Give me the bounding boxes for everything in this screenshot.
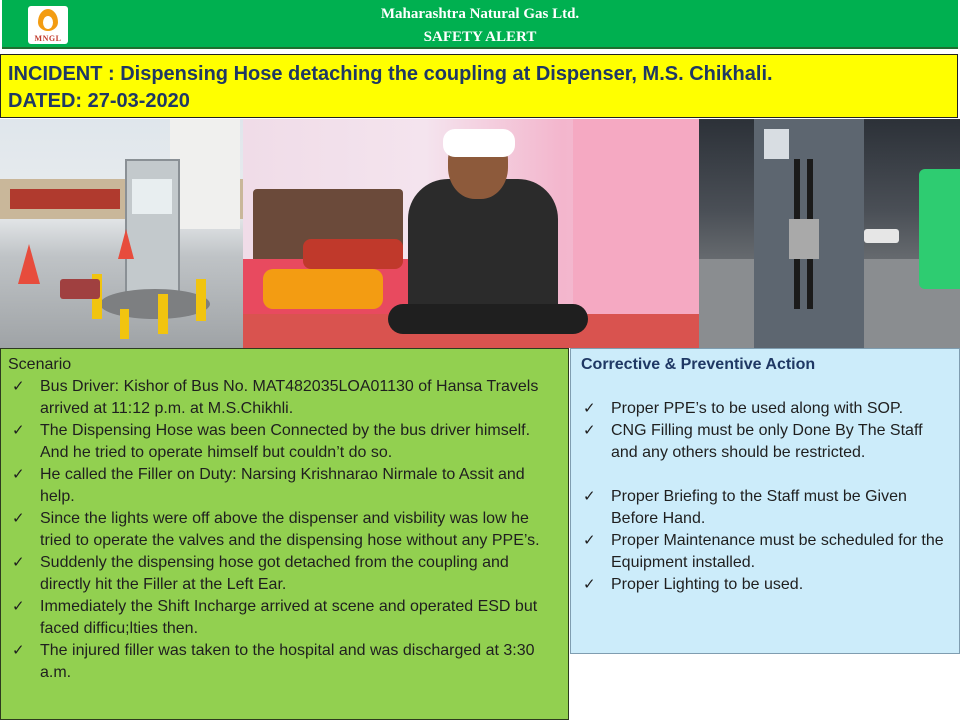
- list-item: ✓ CNG Filling must be only Done By The Staff and any others should be restricted.: [583, 422, 923, 461]
- list-item: ✓ Proper Maintenance must be scheduled for the Equipment installed.: [583, 532, 944, 571]
- checkmark-icon: ✓: [12, 466, 25, 483]
- checkmark-icon: ✓: [12, 642, 25, 659]
- checkmark-icon: ✓: [583, 576, 596, 593]
- checkmark-icon: ✓: [12, 422, 25, 439]
- checkmark-icon: ✓: [583, 532, 596, 549]
- list-item: ✓ Proper Briefing to the Staff must be Given Before Hand.: [583, 488, 907, 527]
- list-item: ✓ Suddenly the dispensing hose got detached from the coupling and directly hit the Filler at the Left Ear.: [12, 554, 509, 593]
- list-item: ✓ He called the Filler on Duty: Narsing Krishnarao Nirmale to Assit and help.: [12, 466, 525, 505]
- alert-title: SAFETY ALERT: [423, 29, 537, 45]
- checkmark-icon: ✓: [12, 378, 25, 395]
- list-item: ✓ Proper Lighting to be used.: [581, 574, 951, 596]
- action-list: [581, 398, 951, 464]
- incident-date: DATED: 27-03-2020: [8, 90, 190, 112]
- checkmark-icon: ✓: [12, 554, 25, 571]
- scenario-box: [0, 348, 569, 720]
- company-name: Maharashtra Natural Gas Ltd.: [380, 6, 580, 22]
- injured-filler-photo: [243, 119, 699, 348]
- list-item: ✓ Proper PPE’s to be used along with SOP.: [581, 398, 951, 420]
- logo-text: MNGL: [34, 34, 62, 43]
- list-item: ✓ Immediately the Shift Incharge arrived at scene and operated ESD but faced difficu;lties then.: [12, 598, 538, 637]
- checkmark-icon: ✓: [583, 488, 596, 505]
- scenario-title: Scenario: [8, 356, 72, 373]
- list-item: ✓ Since the lights were off above the dispenser and visbility was low he tried to operate the valves and the dispensing hose without any PPE’s.: [12, 510, 540, 549]
- list-item: ✓ The Dispensing Hose was been Connected by the bus driver himself. And he tried to operate himself but couldn’t do so.: [12, 422, 531, 461]
- corrective-action-box: [570, 348, 960, 654]
- list-item: ✓ Bus Driver: Kishor of Bus No. MAT482035LOA01130 of Hansa Travels arrived at 11:12 p.m. at M.S.Chikhli.: [12, 378, 539, 417]
- checkmark-icon: ✓: [12, 510, 25, 527]
- scenario-list: [8, 376, 558, 684]
- header-band: [2, 0, 958, 49]
- dispenser-site-photo: [0, 119, 243, 348]
- checkmark-icon: ✓: [583, 400, 596, 417]
- night-dispenser-photo: [699, 119, 960, 348]
- action-title: Corrective & Preventive Action: [581, 356, 816, 373]
- checkmark-icon: ✓: [583, 422, 596, 439]
- list-item: ✓ The injured filler was taken to the hospital and was discharged at 3:30 a.m.: [12, 642, 535, 681]
- incident-title: INCIDENT : Dispensing Hose detaching the coupling at Dispenser, M.S. Chikhali.: [8, 63, 773, 85]
- checkmark-icon: ✓: [12, 598, 25, 615]
- incident-banner: [0, 54, 958, 118]
